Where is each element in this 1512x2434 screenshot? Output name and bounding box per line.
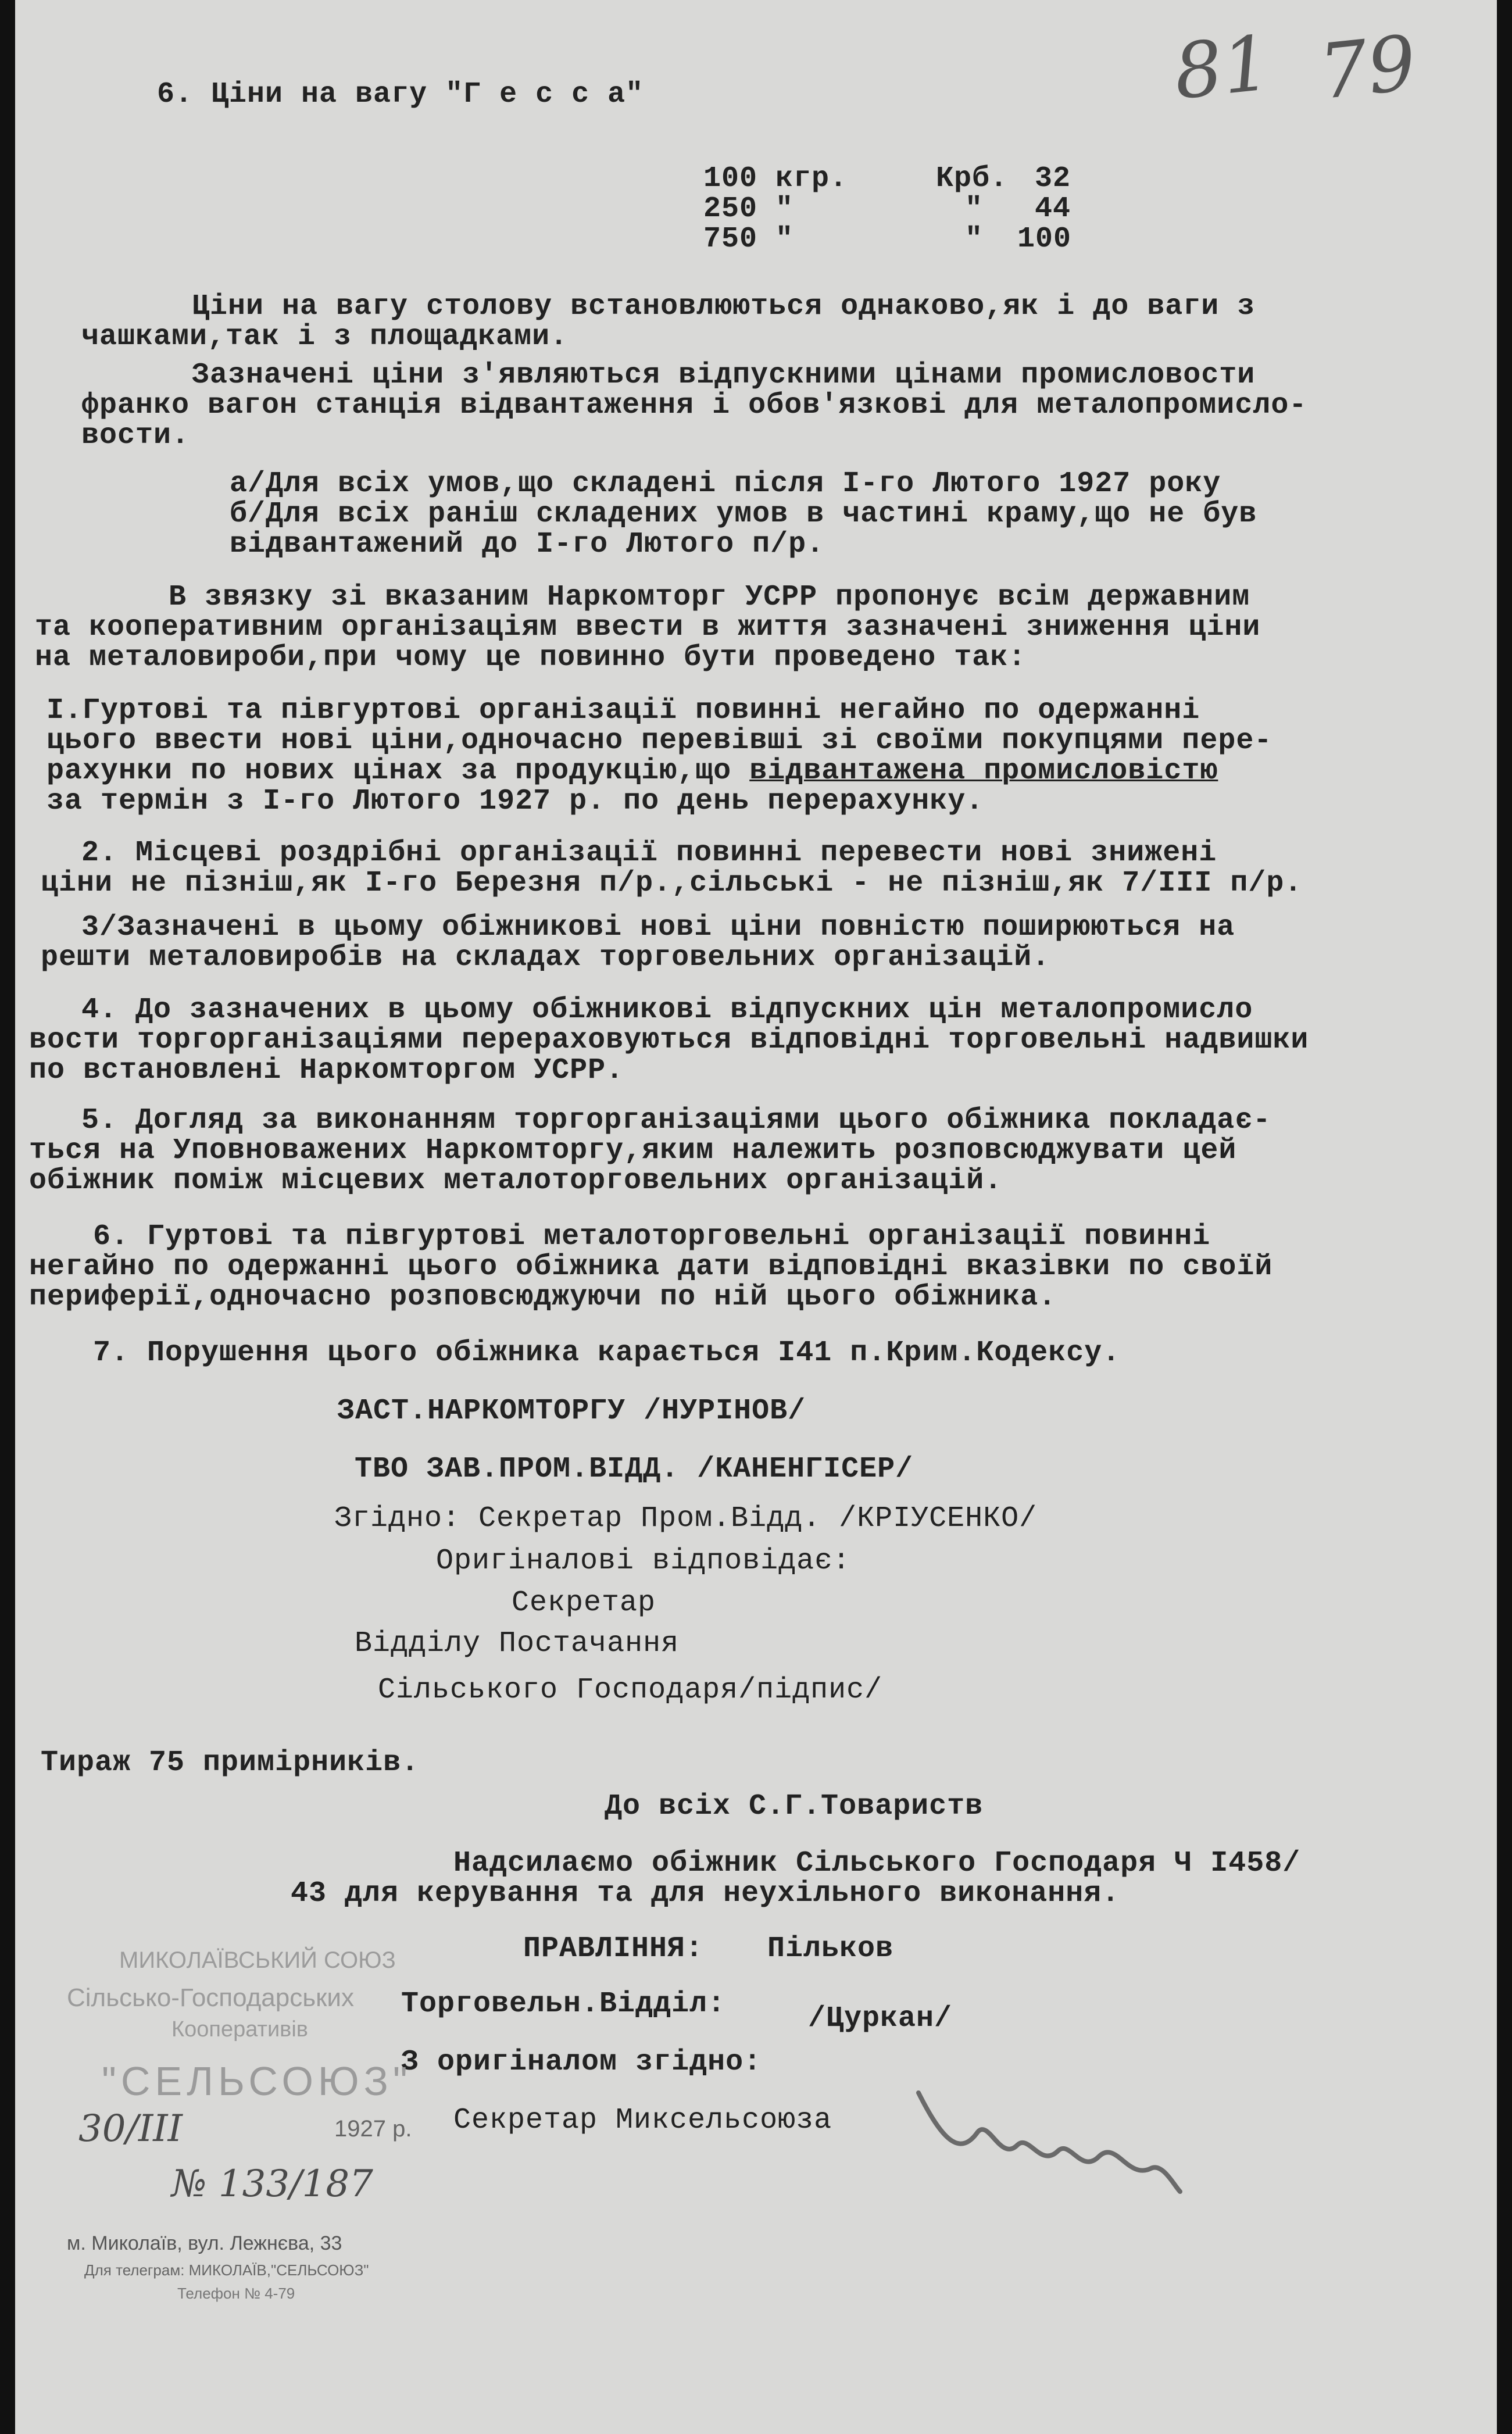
text-line: негайно по одержанні цього обіжника дати відповідні вказівки по своїй (29, 1250, 1273, 1284)
stamp-line: Сільсько-Господарських (67, 1983, 354, 2012)
cover-line: Надсилаємо обіжник Сільського Господаря Ч I458/ (453, 1847, 1301, 1880)
price-value: 100 (1017, 223, 1072, 256)
text-line: 2. Місцеві роздрібні організації повинні перевести нові знижені (81, 837, 1217, 870)
price-value: 32 (1035, 162, 1071, 195)
signature-line: Оригіналові відповідає: (436, 1545, 851, 1578)
stamp-date-handwritten: 30/III (78, 2107, 183, 2150)
stamp-year: 1927 р. (334, 2116, 412, 2142)
addressee: До всіх С.Г.Товариств (605, 1790, 984, 1823)
stamp-telegraph: Для телеграм: МИКОЛАЇВ,"СЕЛЬСОЮЗ" (84, 2261, 369, 2279)
text-line: на металовироби,при чому це повинно бути проведено так: (35, 641, 1027, 674)
text-line: 3/Зазначені в цьому обіжникові нові ціни повністю поширюються на (81, 911, 1235, 944)
cover-line: 43 для керування та для неухільного виконання. (291, 1877, 1120, 1910)
stamp-phone: Телефон № 4-79 (177, 2285, 295, 2302)
section-title: 6. Ціни на вагу "Г е с с а" (157, 78, 644, 111)
stamp-line: Кооперативів (171, 2017, 308, 2042)
stamp-name: "СЕЛЬСОЮЗ" (102, 2058, 412, 2104)
text-line: 6. Гуртові та півгуртові металоторговельні організації повинні (93, 1220, 1211, 1253)
text-line: відвантажений до I-го Лютого п/р. (230, 528, 825, 561)
scan-border-right (1497, 0, 1512, 2434)
signature-line: Згідно: Секретар Пром.Відд. /КРІУСЕНКО/ (334, 1502, 1038, 1535)
print-run: Тираж 75 примірників. (41, 1746, 420, 1779)
signature-line: Сільського Господаря/підпис/ (378, 1674, 883, 1707)
certification-line: З оригіналом згідно: (401, 2046, 762, 2079)
text-line: вости. (81, 419, 190, 452)
text-line: 7. Порушення цього обіжника карається I41 п.Крим.Кодексу. (93, 1336, 1121, 1370)
archive-page-number: 79 (1315, 18, 1420, 117)
price-currency: Крб. (936, 162, 1009, 195)
text-line: В звязку зі вказаним Наркомторг УСРР пропонує всім державним (169, 581, 1250, 614)
text-line: за термін з I-го Лютого 1927 р. по день перерахунку. (47, 785, 984, 818)
text-line: а/Для всіх умов,що складені після I-го Лютого 1927 року (230, 467, 1221, 501)
text-line: по встановлені Наркомторгом УСРР. (29, 1054, 624, 1087)
text-line: франко вагон станція відвантаження і обов'язкові для металопромисло- (81, 389, 1307, 422)
text-line: ться на Уповноважених Наркомторгу,яким належить розповсюджувати цей (29, 1134, 1237, 1167)
price-qty: 750 " (703, 223, 794, 256)
trade-dept-label: Торговельн.Відділ: (401, 1988, 726, 2021)
text-line: периферії,одночасно розповсюджуючи по ній цього обіжника. (29, 1281, 1057, 1314)
text-line: обіжник поміж місцевих металоторговельних організацій. (29, 1164, 1003, 1198)
board-name: Пільков (767, 1932, 894, 1965)
text-line: рахунки по нових цінах за продукцію,що відвантажена промисловістю (47, 755, 1218, 788)
board-label: ПРАВЛІННЯ: (523, 1932, 704, 1965)
signature-line: Секретар (512, 1586, 656, 1620)
text-line: I.Гуртові та півгуртові організації повинні негайно по одержанні (47, 694, 1200, 727)
price-currency: " (965, 223, 984, 256)
price-currency: " (965, 192, 984, 226)
text-line: ціни не пізніш,як I-го Березня п/р.,сільські - не пізніш,як 7/III п/р. (41, 867, 1303, 900)
price-value: 44 (1035, 192, 1071, 226)
text-line: решти металовиробів на складах торговельних організацій. (41, 941, 1050, 974)
secretary-line: Секретар Миксельсоюза (453, 2104, 832, 2137)
text-line: цього ввести нові ціни,одночасно перевівші зі своїми покупцями пере- (47, 724, 1272, 757)
text-line: Зазначені ціни з'являються відпускними цінами промисловости (192, 359, 1256, 392)
stamp-address: м. Миколаїв, вул. Лежнєва, 33 (67, 2232, 342, 2254)
text-line: чашками,так і з площадками. (81, 320, 569, 353)
organization-stamp (55, 1942, 474, 2349)
price-qty: 100 кгр. (703, 162, 848, 195)
text-line: Ціни на вагу столову встановлюються однаково,як і до ваги з (192, 290, 1256, 323)
text-line: та кооперативним організаціям ввести в життя зазначені зниження ціни (35, 611, 1261, 644)
stamp-number-handwritten: № 133/187 (171, 2163, 373, 2206)
signature-line: ЗАСТ.НАРКОМТОРГУ /НУРІНОВ/ (337, 1395, 806, 1428)
signature-line: ТВО ЗАВ.ПРОМ.ВІДД. /КАНЕНГІСЕР/ (355, 1453, 914, 1486)
text-line: 4. До зазначених в цьому обіжникові відпускних цін металопромисло (81, 993, 1253, 1027)
price-qty: 250 " (703, 192, 794, 226)
underlined-text: відвантажена промисловістю (749, 755, 1218, 788)
stamp-line: МИКОЛАЇВСЬКИЙ СОЮЗ (119, 1947, 396, 1973)
text-line: б/Для всіх раніш складених умов в частині краму,що не був (230, 498, 1257, 531)
handwritten-signature (907, 2070, 1186, 2197)
text-line: вости торгорганізаціями перераховуються відповідні торговельні надвишки (29, 1024, 1309, 1057)
text-line: 5. Догляд за виконанням торгорганізаціями цього обіжника покладає- (81, 1104, 1271, 1137)
trade-dept-name: /Цуркан/ (808, 2002, 953, 2035)
signature-line: Відділу Постачання (355, 1627, 680, 1660)
archive-old-number: 81 (1170, 18, 1275, 117)
scan-border-left (0, 0, 15, 2434)
